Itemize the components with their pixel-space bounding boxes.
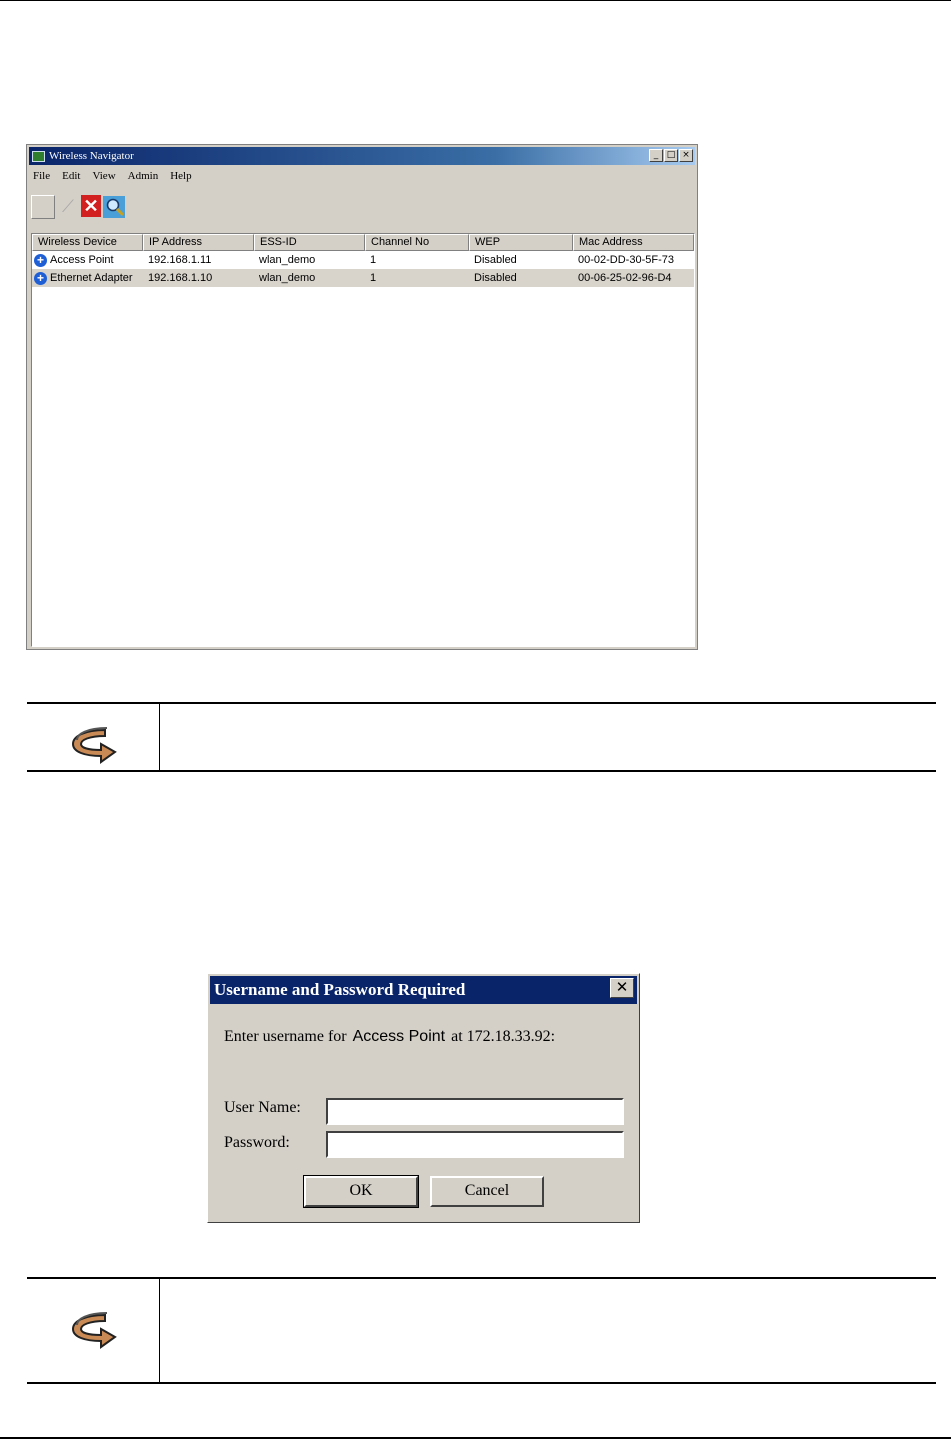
window-title: Wireless Navigator [49, 150, 134, 162]
cell-mac: 00-06-25-02-96-D4 [578, 272, 672, 284]
page-bottom-rule [0, 1437, 951, 1439]
col-channel-no[interactable]: Channel No [365, 234, 469, 251]
close-icon[interactable]: ✕ [610, 978, 634, 998]
col-wep[interactable]: WEP [469, 234, 573, 251]
cell-essid: wlan_demo [259, 254, 316, 266]
plus-circle-icon: + [34, 254, 47, 267]
col-wireless-device[interactable]: Wireless Device [32, 234, 143, 251]
login-dialog [207, 973, 640, 1223]
delete-icon[interactable]: ✕ [81, 195, 101, 217]
properties-icon[interactable]: ⟋ [62, 197, 74, 216]
list-header [32, 234, 694, 251]
table-row[interactable] [32, 251, 694, 269]
note-arrow-icon [65, 724, 121, 768]
password-label: Password: [224, 1134, 290, 1151]
window-titlebar[interactable] [29, 147, 695, 165]
menu-bar [33, 170, 192, 182]
note-box [27, 1277, 936, 1384]
username-label: User Name: [224, 1099, 301, 1116]
menu-admin[interactable]: Admin [127, 170, 159, 182]
device-list [31, 233, 695, 647]
page-top-rule [0, 0, 951, 1]
menu-help[interactable]: Help [170, 170, 192, 182]
wireless-navigator-window [26, 144, 698, 650]
prompt-prefix: Enter username for [224, 1028, 347, 1045]
search-icon[interactable] [102, 195, 126, 219]
username-field[interactable] [326, 1098, 624, 1125]
cell-device: Ethernet Adapter [50, 272, 133, 284]
close-button[interactable]: × [679, 149, 693, 162]
prompt-host: Access Point [352, 1028, 446, 1045]
cell-channel: 1 [370, 254, 377, 266]
cell-wep: Disabled [474, 254, 517, 266]
cell-mac: 00-02-DD-30-5F-73 [578, 254, 674, 266]
cancel-button[interactable]: Cancel [430, 1176, 544, 1207]
menu-edit[interactable]: Edit [62, 170, 81, 182]
ok-button[interactable]: OK [304, 1176, 418, 1207]
cell-ip: 192.168.1.11 [148, 254, 212, 266]
password-field[interactable] [326, 1131, 624, 1158]
col-ess-id[interactable]: ESS-ID [254, 234, 365, 251]
dialog-title[interactable]: Username and Password Required [210, 976, 637, 1004]
toolbar [31, 195, 126, 219]
menu-file[interactable]: File [33, 170, 51, 182]
col-ip-address[interactable]: IP Address [143, 234, 254, 251]
note-arrow-icon [65, 1309, 121, 1353]
table-row[interactable] [32, 269, 694, 287]
maximize-button[interactable]: □ [664, 149, 678, 162]
menu-view[interactable]: View [92, 170, 116, 182]
cell-device: Access Point [50, 254, 114, 266]
toolbar-blank-button[interactable] [31, 195, 55, 219]
app-icon [32, 151, 45, 162]
cell-channel: 1 [370, 272, 377, 284]
note-divider [159, 704, 160, 770]
plus-circle-icon: + [34, 272, 47, 285]
cell-wep: Disabled [474, 272, 517, 284]
dialog-prompt [224, 1028, 555, 1046]
note-divider [159, 1279, 160, 1382]
cell-ip: 192.168.1.10 [148, 272, 213, 284]
col-mac-address[interactable]: Mac Address [573, 234, 694, 251]
note-box [27, 702, 936, 772]
minimize-button[interactable]: _ [649, 149, 663, 162]
prompt-suffix: at 172.18.33.92: [451, 1028, 556, 1045]
cell-essid: wlan_demo [259, 272, 316, 284]
